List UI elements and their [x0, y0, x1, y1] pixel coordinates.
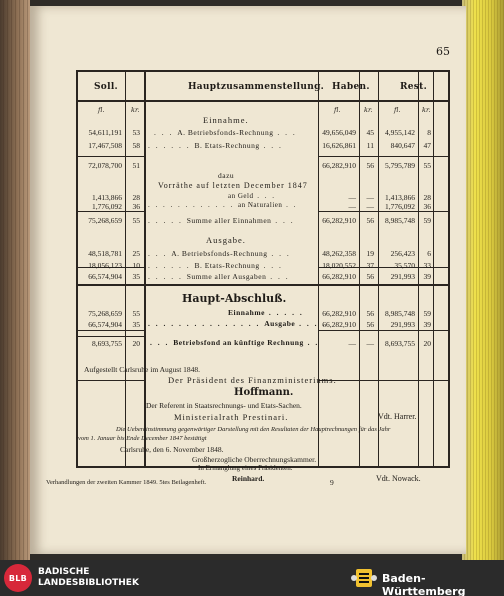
cell-soll-kr: 58 — [132, 141, 140, 150]
cell-haben-fl: — — [348, 339, 356, 348]
row-label: . . . A. Betriebsfonds-Rechnung . . . — [154, 128, 297, 137]
cell-haben-kr: 56 — [366, 309, 374, 318]
cell-soll-fl: 54,611,191 — [88, 128, 122, 137]
cell-soll-kr: 35 — [132, 320, 140, 329]
cell-soll-kr: 36 — [132, 202, 140, 211]
cell-soll-fl: 66,574,904 — [88, 320, 122, 329]
cell-haben-kr: 37 — [366, 261, 374, 270]
cell-rest-kr: 28 — [423, 193, 431, 202]
cell-soll-fl: 17,467,508 — [88, 141, 122, 150]
cell-rest-fl: 840,647 — [390, 141, 415, 150]
cell-haben-fl: 49,656,049 — [322, 128, 356, 137]
summary-table — [76, 70, 450, 483]
book-left-edge — [0, 0, 30, 560]
library-name-line1: BADISCHE — [38, 567, 90, 577]
library-name[interactable] — [38, 567, 139, 589]
book-right-edge — [462, 0, 504, 560]
cell-soll-kr: 10 — [132, 261, 140, 270]
cell-soll-kr: 55 — [132, 309, 140, 318]
dazu-label: dazu — [218, 171, 235, 180]
row-label: an Geld . . . — [228, 192, 276, 200]
footer-signature-harrer: Vdt. Harrer. — [378, 412, 417, 421]
cell-rest-kr: 39 — [423, 320, 431, 329]
footer-line3: Hoffmann. — [234, 387, 294, 398]
footer-line2: Der Präsident des Finanzministeriums. — [168, 375, 337, 385]
footer-line4: Der Referent in Staatsrechnungs- und Etats-Sachen. — [146, 401, 302, 410]
footer-line9: Großherzogliche Oberrechnungskammer. — [192, 455, 317, 464]
cell-rest-kr: 39 — [423, 272, 431, 281]
cell-rest-kr: 55 — [423, 161, 431, 170]
cell-haben-fl: 48,262,358 — [322, 249, 356, 258]
cell-rest-fl: 8,985,748 — [385, 309, 415, 318]
cell-haben-fl: 18,020,552 — [322, 261, 356, 270]
cell-haben-fl: — — [348, 193, 356, 202]
footer-line8: Carlsruhe, den 6. November 1848. — [120, 445, 224, 454]
cell-haben-kr: 56 — [366, 320, 374, 329]
cell-soll-fl: 72,078,700 — [88, 161, 122, 170]
cell-haben-kr: — — [366, 193, 374, 202]
page-footer-signature: 9 — [330, 478, 334, 487]
state-coat-of-arms-icon — [350, 565, 378, 591]
cell-rest-kr: 36 — [423, 202, 431, 211]
footer-line6: Die Uebereinstimmung gegenwärtiger Darstellung mit den Resultaten der Hauptrechnungen für das Jahr — [116, 426, 391, 433]
header-soll: Soll. — [94, 82, 118, 92]
section-einnahme-heading: Einnahme. — [203, 115, 249, 125]
cell-soll-fl: 48,518,781 — [88, 249, 122, 258]
cell-haben-kr: 45 — [366, 128, 374, 137]
cell-haben-kr: 56 — [366, 161, 374, 170]
cell-haben-fl: 66,282,910 — [322, 272, 356, 281]
cell-rest-kr: 6 — [427, 249, 431, 258]
unit-kr: kr. — [131, 106, 140, 114]
cell-rest-kr: 33 — [423, 261, 431, 270]
row-label: . . . . . Summe aller Einnahmen . . . — [148, 216, 295, 225]
cell-soll-kr: 25 — [132, 249, 140, 258]
cell-rest-kr: 59 — [423, 216, 431, 225]
cell-haben-kr: — — [366, 202, 374, 211]
cell-haben-fl: 66,282,910 — [322, 320, 356, 329]
cell-haben-fl: 66,282,910 — [322, 216, 356, 225]
header-rest: Rest. — [400, 82, 428, 92]
cell-soll-fl: 1,413,866 — [92, 193, 122, 202]
cell-rest-fl: 8,985,748 — [385, 216, 415, 225]
cell-rest-kr: 20 — [423, 339, 431, 348]
cell-haben-kr: — — [366, 339, 374, 348]
row-label: . . . Betriebsfond an künftige Rechnung . . — [150, 338, 320, 347]
section-ausgabe-heading: Ausgabe. — [206, 235, 246, 245]
page-number: 65 — [436, 45, 450, 58]
cell-soll-fl: 75,268,659 — [88, 309, 122, 318]
row-label: . . . . . . B. Etats-Rechnung . . . — [148, 261, 283, 270]
scanned-page — [30, 6, 466, 554]
footer-signature-nowack: Vdt. Nowack. — [376, 474, 421, 483]
row-label: Einnahme . . . . . — [228, 308, 304, 317]
cell-soll-fl: 8,693,755 — [92, 339, 122, 348]
cell-soll-kr: 51 — [132, 161, 140, 170]
cell-haben-fl: 16,626,861 — [322, 141, 356, 150]
unit-fl: fl. — [394, 106, 401, 114]
cell-soll-fl: 18,056,123 — [88, 261, 122, 270]
cell-rest-kr: 8 — [427, 128, 431, 137]
row-label: . . . . . . . . . . . . an Naturalien . . — [148, 201, 298, 209]
unit-kr: kr. — [364, 106, 373, 114]
cell-soll-kr: 53 — [132, 128, 140, 137]
cell-rest-kr: 59 — [423, 309, 431, 318]
footer-line10: In Ermanglung eines Präsidenten. — [198, 464, 293, 472]
row-label: . . . A. Betriebsfonds-Rechnung . . . — [148, 249, 291, 258]
page-footer-source: Verhandlungen der zweiten Kammer 1849. 5tes Beilagenheft. — [46, 479, 207, 486]
header-haben: Haben. — [332, 82, 370, 92]
cell-haben-kr: 56 — [366, 272, 374, 281]
cell-haben-fl: — — [348, 202, 356, 211]
row-label: . . . . . . B. Etats-Rechnung . . . — [148, 141, 283, 150]
cell-rest-fl: 8,693,755 — [385, 339, 415, 348]
unit-fl: fl. — [98, 106, 105, 114]
cell-rest-fl: 1,776,092 — [385, 202, 415, 211]
cell-rest-fl: 256,423 — [390, 249, 415, 258]
cell-haben-fl: 66,282,910 — [322, 309, 356, 318]
cell-rest-fl: 291,993 — [390, 320, 415, 329]
blb-logo-icon[interactable]: BLB — [4, 564, 32, 592]
cell-rest-fl: 4,955,142 — [385, 128, 415, 137]
cell-soll-fl: 1,776,092 — [92, 202, 122, 211]
cell-rest-kr: 47 — [423, 141, 431, 150]
cell-rest-fl: 291,993 — [390, 272, 415, 281]
row-label: . . . . . . . . . . . . . . . Ausgabe . . . . — [148, 319, 327, 328]
cell-rest-fl: 1,413,866 — [385, 193, 415, 202]
cell-soll-kr: 20 — [132, 339, 140, 348]
footer-line11: Reinhard. — [232, 474, 265, 483]
section-hauptabschluss-heading: Haupt-Abschluß. — [182, 292, 287, 305]
vorraethe-label: Vorräthe auf letzten December 1847 — [158, 181, 308, 190]
cell-soll-fl: 66,574,904 — [88, 272, 122, 281]
cell-rest-fl: 5,795,789 — [385, 161, 415, 170]
unit-kr: kr. — [422, 106, 431, 114]
cell-rest-fl: 35,570 — [394, 261, 415, 270]
cell-soll-kr: 35 — [132, 272, 140, 281]
cell-haben-kr: 19 — [366, 249, 374, 258]
footer-line1: Aufgestellt Carlsruhe im August 1848. — [84, 365, 201, 374]
cell-haben-kr: 56 — [366, 216, 374, 225]
cell-soll-kr: 55 — [132, 216, 140, 225]
row-label: . . . . . Summe aller Ausgaben . . . — [148, 272, 290, 281]
unit-fl: fl. — [334, 106, 341, 114]
cell-soll-fl: 75,268,659 — [88, 216, 122, 225]
region-name[interactable]: Baden-Württemberg — [382, 572, 466, 596]
header-hauptzusammenstellung: Hauptzusammenstellung. — [188, 82, 325, 92]
footer-line5: Ministerialrath Prestinari. — [174, 412, 289, 422]
library-name-line2: LANDESBIBLIOTHEK — [38, 578, 139, 588]
library-footer-bar — [0, 560, 504, 596]
cell-haben-kr: 11 — [366, 141, 374, 150]
cell-haben-fl: 66,282,910 — [322, 161, 356, 170]
footer-line7: vom 1. Januar bis Ende December 1847 bestätigt — [78, 435, 207, 442]
cell-soll-kr: 28 — [132, 193, 140, 202]
